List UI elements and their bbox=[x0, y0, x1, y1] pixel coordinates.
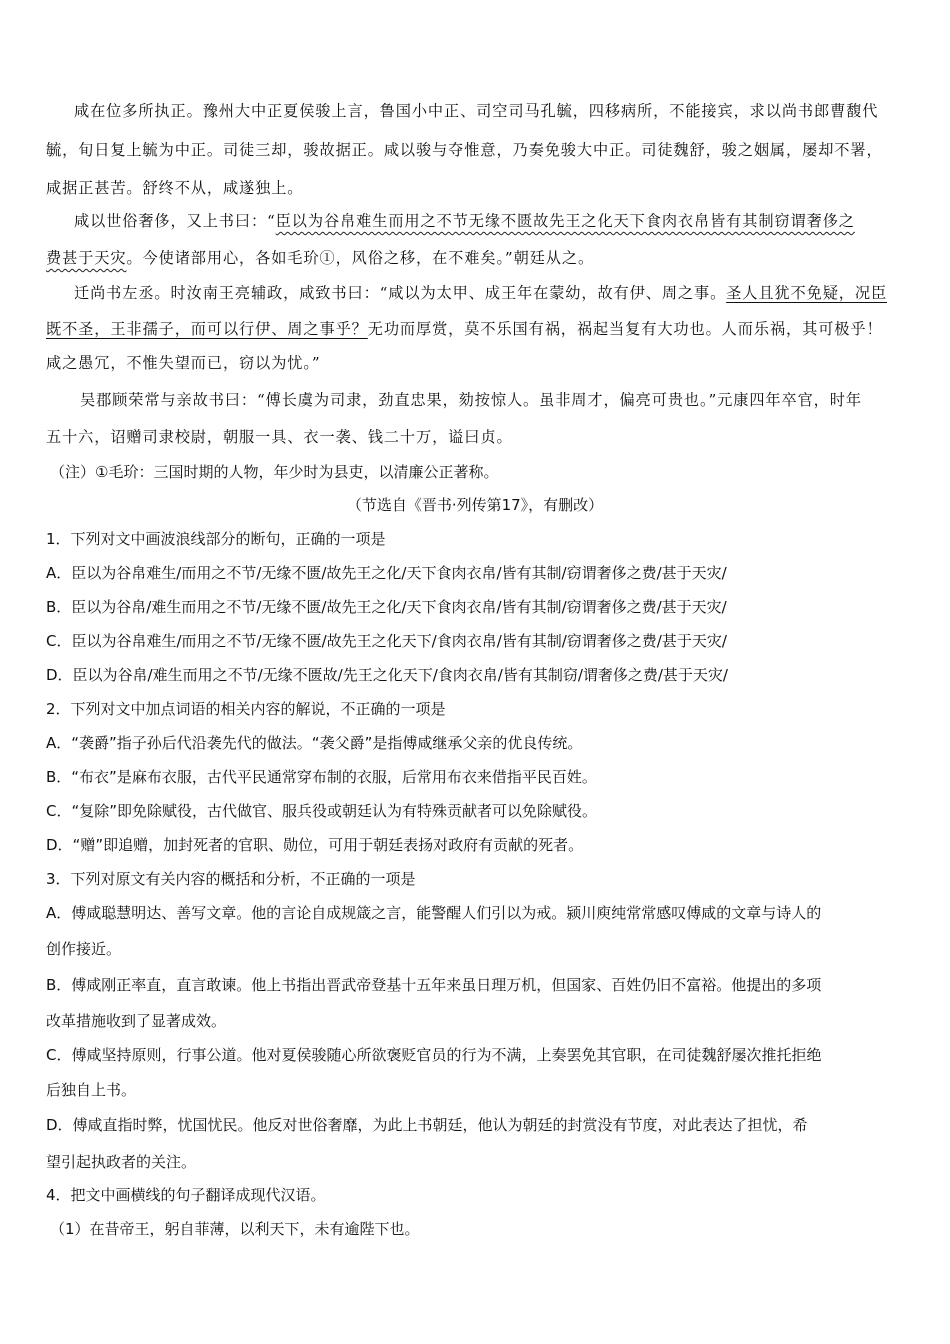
underlined-sentence: 圣人且犹不免疑，况臣 bbox=[726, 284, 888, 302]
passage-text: 无功而厚赏，莫不乐国有祸，祸起当复有大功也。人而乐祸，其可极乎！ bbox=[367, 320, 883, 338]
passage-line bbox=[46, 247, 594, 269]
question-stem: 2．下列对文中加点词语的相关内容的解说，不正确的一项是 bbox=[46, 700, 446, 718]
footnote: （注）①毛玠：三国时期的人物，年少时为县吏，以清廉公正著称。 bbox=[50, 463, 499, 481]
answer-option: D．臣以为谷帛/难生而用之不节/无缘不匮故/先王之化天下/食肉衣帛/皆有其制窃/谓奢侈之费/甚于天灾/ bbox=[46, 666, 728, 684]
passage-line: 吴郡顾荣常与亲故书曰：“傅长虞为司隶，劲直忠果，劾按惊人。虽非周才，偏亮可贵也。”元康四年卒官，时年 bbox=[80, 391, 862, 409]
answer-option-continued: 望引起执政者的关注。 bbox=[46, 1153, 197, 1171]
passage-text: 咸以世俗奢侈，又上书曰：“ bbox=[74, 212, 276, 230]
passage-line bbox=[74, 210, 855, 232]
answer-option-continued: 改革措施收到了显著成效。 bbox=[46, 1012, 227, 1030]
passage-line: 毓，旬日复上毓为中正。司徒三却，骏故据正。咸以骏与夺惟意，乃奏免骏大中正。司徒魏舒，骏之姻属，屡却不署， bbox=[46, 141, 883, 159]
question-stem: 4．把文中画横线的句子翻译成现代汉语。 bbox=[46, 1186, 326, 1204]
answer-option-continued: 后独自上书。 bbox=[46, 1081, 137, 1099]
answer-option: C．“复除”即免除赋役，古代做官、服兵役或朝廷认为有特殊贡献者可以免除赋役。 bbox=[46, 802, 598, 820]
answer-option: B．“布衣”是麻布衣服，古代平民通常穿布制的衣服，后常用布衣来借指平民百姓。 bbox=[46, 768, 597, 786]
answer-option: D．“赠”即追赠，加封死者的官职、勋位，可用于朝廷表扬对政府有贡献的死者。 bbox=[46, 836, 584, 854]
question-stem: 3．下列对原文有关内容的概括和分析，不正确的一项是 bbox=[46, 870, 416, 888]
answer-option: D．傅咸直指时弊，忧国忧民。他反对世俗奢靡，为此上书朝廷，他认为朝廷的封赏没有节度，对此表达了担忧，希 bbox=[46, 1116, 808, 1134]
wavy-underlined-text: 臣以为谷帛难生而用之不节无缘不匮故先王之化天下食肉衣帛皆有其制窃谓奢侈之 bbox=[275, 212, 855, 230]
answer-option: A．“袭爵”指子孙后代沿袭先代的做法。“袭父爵”是指傅咸继承父亲的优良传统。 bbox=[46, 734, 583, 752]
passage-line bbox=[74, 282, 887, 304]
translation-item: （1）在昔帝王，躬自菲薄，以利天下，未有逾陛下也。 bbox=[50, 1220, 420, 1238]
answer-option: B．臣以为谷帛/难生而用之不节/无缘不匮/故先王之化/天下食肉衣帛/皆有其制/窃谓奢侈之费/甚于天灾/ bbox=[46, 598, 727, 616]
passage-text: 。今使诸部用心，各如毛玠①，风俗之移，在不难矣。”朝廷从之。 bbox=[126, 249, 595, 267]
source-citation: （节选自《晋书·列传第17》，有删改） bbox=[346, 496, 604, 514]
answer-option: C．傅咸坚持原则，行事公道。他对夏侯骏随心所欲褒贬官员的行为不满，上奏罢免其官职，在司徒魏舒屡次推托拒绝 bbox=[46, 1046, 822, 1064]
answer-option: A．傅咸聪慧明达、善写文章。他的言论自成规箴之言，能警醒人们引以为戒。颍川庾纯常常感叹傅咸的文章与诗人的 bbox=[46, 904, 822, 922]
passage-line: 咸在位多所执正。豫州大中正夏侯骏上言，鲁国小中正、司空司马孔毓，四移病所，不能接宾，求以尚书郎曹馥代 bbox=[74, 102, 879, 120]
answer-option: B．傅咸刚正率直，直言敢谏。他上书指出晋武帝登基十五年来虽日理万机，但国家、百姓仍旧不富裕。他提出的多项 bbox=[46, 976, 822, 994]
question-stem: 1．下列对文中画波浪线部分的断句，正确的一项是 bbox=[46, 530, 386, 548]
answer-option-continued: 创作接近。 bbox=[46, 940, 122, 958]
passage-line: 咸之愚冗，不惟失望而已，窃以为忧。” bbox=[46, 354, 321, 372]
passage-text: 迁尚书左丞。时汝南王亮辅政，咸致书曰：“咸以为太甲、成王年在蒙幼，故有伊、周之事。 bbox=[74, 284, 727, 302]
passage-line: 五十六，诏赠司隶校尉，朝服一具、衣一袭、钱二十万，谥曰贞。 bbox=[46, 428, 513, 446]
passage-line bbox=[46, 318, 883, 340]
underlined-sentence: 既不圣，王非孺子，而可以行伊、周之事乎？ bbox=[46, 320, 368, 338]
answer-option: A．臣以为谷帛难生/而用之不节/无缘不匮/故先王之化/天下食肉衣帛/皆有其制/窃谓奢侈之费/甚于天灾/ bbox=[46, 564, 727, 582]
answer-option: C．臣以为谷帛难生/而用之不节/无缘不匮/故先王之化天下/食肉衣帛/皆有其制/窃谓奢侈之费/甚于天灾/ bbox=[46, 632, 727, 650]
wavy-underlined-text: 费甚于天灾 bbox=[46, 249, 127, 267]
passage-line: 咸据正甚苦。舒终不从，咸遂独上。 bbox=[46, 179, 304, 197]
